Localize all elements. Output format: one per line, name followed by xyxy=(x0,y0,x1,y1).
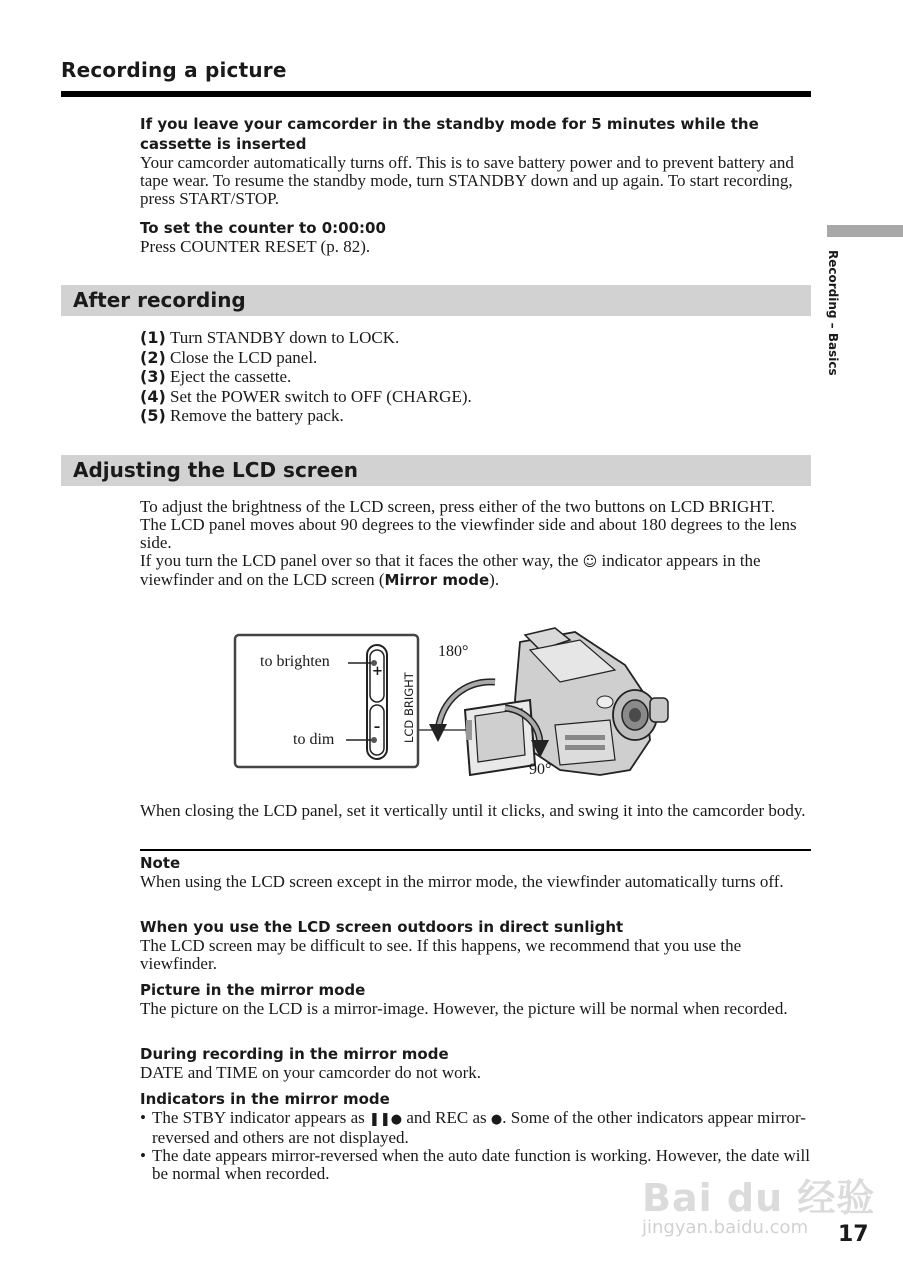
adjusting-paragraph-3 xyxy=(140,552,812,589)
step-text: Turn STANDBY down to LOCK. xyxy=(170,328,400,347)
step-item xyxy=(140,348,812,368)
step-text: Eject the cassette. xyxy=(170,367,292,386)
text-run: If you turn the LCD panel over so that it faces the other way, the xyxy=(140,551,583,570)
step-text: Set the POWER switch to OFF (CHARGE). xyxy=(170,386,472,406)
minus-label: – xyxy=(373,720,381,735)
step-item xyxy=(140,367,812,387)
lcd-bright-label-wrap xyxy=(403,665,415,745)
picture-mirror-block xyxy=(140,980,812,1018)
angle-90-label: 90° xyxy=(529,761,552,778)
standby-body: Your camcorder automatically turns off. This is to save battery power and to prevent battery and tape wear. To resume the standby mode, turn STANDBY down and up again. To start recording, press START/STOP. xyxy=(140,153,794,208)
bullet-text xyxy=(152,1109,812,1147)
plus-label: + xyxy=(372,664,383,679)
during-recording-body: DATE and TIME on your camcorder do not work. xyxy=(140,1063,482,1082)
after-recording-title: After recording xyxy=(73,288,246,312)
adjusting-lcd-title: Adjusting the LCD screen xyxy=(73,458,359,482)
side-tab-label: Recording – Basics xyxy=(826,250,840,376)
counter-body: Press COUNTER RESET (p. 82). xyxy=(140,237,371,256)
during-recording-block xyxy=(140,1044,812,1082)
page-number: 17 xyxy=(838,1222,869,1247)
text-run: . Some of the other indicators appear mirror-reversed and others are not displayed. xyxy=(152,1108,806,1147)
text-run: ). xyxy=(489,570,500,589)
step-number: (4) xyxy=(140,386,166,406)
baidu-watermark xyxy=(640,1165,876,1245)
bullet-dot: • xyxy=(140,1146,146,1165)
title-rule xyxy=(61,91,811,97)
to-brighten-label: to brighten xyxy=(260,653,330,670)
side-tab xyxy=(820,250,846,390)
lcd-figure xyxy=(230,620,680,785)
mirror-mode-term: Mirror mode xyxy=(384,571,490,589)
angle-180-label: 180° xyxy=(438,643,469,660)
picture-mirror-body: The picture on the LCD is a mirror-image. However, the picture will be normal when recorded. xyxy=(140,999,788,1018)
notes-rule xyxy=(140,849,811,851)
bullet-text: The date appears mirror-reversed when the auto date function is working. However, the date will be normal when recorded. xyxy=(152,1146,810,1183)
during-recording-heading: During recording in the mirror mode xyxy=(140,1045,449,1063)
step-item xyxy=(140,406,812,426)
stby-indicator-icon: ❚❚● xyxy=(369,1112,403,1127)
note-block xyxy=(140,853,812,891)
after-recording-steps xyxy=(140,328,812,426)
counter-note xyxy=(140,218,812,256)
step-number: (5) xyxy=(140,406,166,425)
standby-heading: If you leave your camcorder in the standby mode for 5 minutes while the cassette is inserted xyxy=(140,115,759,153)
page-title: Recording a picture xyxy=(61,58,287,82)
text-run: and REC as xyxy=(402,1108,491,1127)
picture-mirror-heading: Picture in the mirror mode xyxy=(140,981,366,999)
step-number: (2) xyxy=(140,347,166,367)
dim-dot xyxy=(371,737,377,743)
mirror-face-icon: ☺ xyxy=(582,554,598,570)
sunlight-block xyxy=(140,917,812,973)
sunlight-heading: When you use the LCD screen outdoors in direct sunlight xyxy=(140,918,624,936)
step-item xyxy=(140,328,812,348)
step-number: (1) xyxy=(140,328,166,347)
standby-note xyxy=(140,114,812,208)
counter-heading: To set the counter to 0:00:00 xyxy=(140,219,386,237)
text-run: indicator appears in the viewfinder and on the LCD screen ( xyxy=(140,551,761,589)
lcd-bright-label: LCD BRIGHT xyxy=(402,672,416,743)
step-text: Remove the battery pack. xyxy=(170,406,344,425)
to-dim-label: to dim xyxy=(293,731,335,748)
text-run: The STBY indicator appears as xyxy=(152,1108,369,1127)
rec-indicator-icon: ● xyxy=(490,1112,503,1127)
note-heading: Note xyxy=(140,854,181,872)
indicators-heading: Indicators in the mirror mode xyxy=(140,1090,390,1108)
step-text: Close the LCD panel. xyxy=(170,347,318,367)
adjusting-paragraph-2: The LCD panel moves about 90 degrees to the viewfinder side and about 180 degrees to the lens side. xyxy=(140,515,797,552)
watermark-url: jingyan.baidu.com xyxy=(642,1217,809,1238)
note-body: When using the LCD screen except in the mirror mode, the viewfinder automatically turns off. xyxy=(140,872,784,891)
adjusting-paragraph-1: To adjust the brightness of the LCD screen, press either of the two buttons on LCD BRIGHT. xyxy=(140,497,775,516)
watermark-brand: Bai du 经验 xyxy=(642,1176,876,1220)
sunlight-body: The LCD screen may be difficult to see. If this happens, we recommend that you use the viewfinder. xyxy=(140,936,742,973)
adjusting-text xyxy=(140,498,812,589)
after-recording-bar xyxy=(61,285,811,316)
step-number: (3) xyxy=(140,367,166,386)
bullet-item xyxy=(140,1109,812,1147)
step-item xyxy=(140,387,812,407)
adjusting-lcd-bar xyxy=(61,455,811,486)
bullet-dot: • xyxy=(140,1108,146,1127)
side-tab-bar xyxy=(827,225,903,237)
closing-text: When closing the LCD panel, set it vertically until it clicks, and swing it into the camcorder body. xyxy=(140,801,806,820)
